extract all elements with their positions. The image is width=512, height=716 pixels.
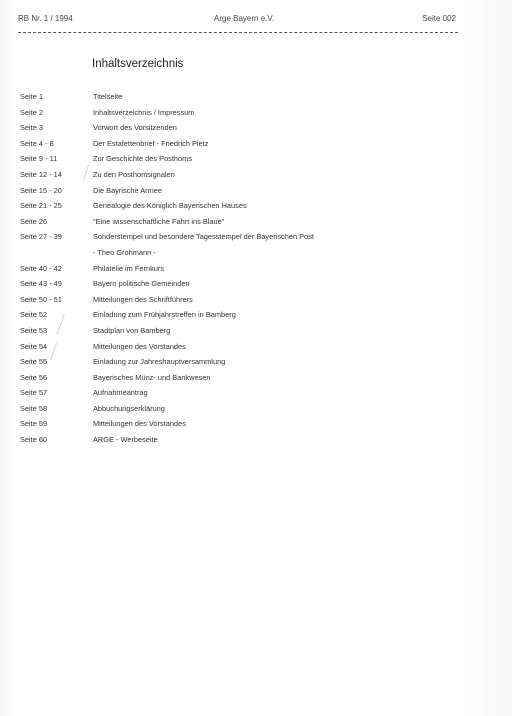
toc-page-reference: Seite 53 [20,325,48,335]
toc-entry-title: Abbuchungserklärung [93,403,165,413]
toc-entry-title: Titelseite [93,92,123,101]
toc-entry-title: "Eine wissenschaftliche Fahrt ins Blaue" [93,216,225,226]
toc-page-reference: Seite 59 [20,419,48,429]
header-page-number: Seite 002 [422,14,456,23]
toc-page-reference: Seite 56 [20,372,48,382]
toc-page-reference: Seite 12 - 14 [20,169,62,179]
toc-page-reference: Seite 2 [20,107,44,117]
toc-entry-title: Einladung zur Jahreshauptversammlung [93,357,226,367]
toc-entry-title: Vorwort des Vorsitzenden [93,123,177,133]
toc-page-reference: Seite 52 [20,310,48,320]
toc-entry-title: ARGE - Werbeseite [93,435,158,445]
toc-page-reference: Seite 40 - 42 [20,263,62,273]
toc-entry [0,217,512,233]
toc-entry [0,404,512,420]
toc-page-reference: Seite 43 - 49 [20,279,62,289]
toc-page-reference: Seite 21 - 25 [20,201,62,211]
toc-entry-title: Inhaltsverzeichnis / Impressum [93,107,195,117]
toc-entry [0,419,512,435]
toc-page-reference: Seite 4 - 8 [20,138,54,148]
toc-entry-title: Mitteilungen des Vorstandes [93,341,186,351]
toc-entry [0,232,512,248]
table-of-contents [0,92,512,451]
toc-entry [0,123,512,139]
toc-page-reference: Seite 1 [20,92,44,101]
toc-entry [0,108,512,124]
toc-entry [0,264,512,280]
toc-entry [0,388,512,404]
toc-entry-title: Zur Geschichte des Posthoms [93,154,192,164]
toc-entry [0,154,512,170]
toc-entry-title: Genealogie des Königlich Bayerischen Hauses [93,201,247,211]
toc-entry [0,170,512,186]
page-title: Inhaltsverzeichnis [92,58,184,70]
toc-entry [0,326,512,342]
toc-entry [0,248,512,264]
toc-entry-title: Der Estafettenbrief - Friedrich Pietz [93,138,209,148]
toc-entry-title: Bayern politische Gemeinden [93,279,190,289]
toc-page-reference: Seite 58 [20,403,48,413]
toc-page-reference: Seite 26 [20,216,48,226]
toc-entry [0,295,512,311]
toc-entry [0,201,512,217]
toc-entry [0,310,512,326]
toc-page-reference: Seite 60 [20,435,48,445]
toc-entry-title: Aufnahmeantrag [93,388,148,398]
toc-entry-title: Stadtplan von Bamberg [93,325,171,335]
page-header [18,14,456,26]
toc-page-reference: Seite 50 - 51 [20,294,62,304]
toc-page-reference: Seite 9 - 11 [20,154,58,164]
toc-page-reference: Seite 55 [20,357,48,367]
toc-entry [0,342,512,358]
toc-page-reference: Seite 27 - 39 [20,232,62,242]
toc-entry-title: Mitteilungen des Schriftführers [93,294,193,304]
toc-page-reference: Seite 57 [20,388,48,398]
toc-entry-title: Philatelie im Fernkurs [93,263,165,273]
header-issue-number: RB Nr. 1 / 1994 [18,14,73,23]
header-organization: Arge Bayern e.V. [214,14,275,23]
toc-entry-title: Zu den Posthomsignalen [93,169,175,179]
toc-entry-title: - Theo Grohmann - [93,247,156,257]
toc-entry [0,435,512,451]
toc-entry [0,279,512,295]
toc-entry [0,357,512,373]
toc-page-reference: Seite 3 [20,123,44,133]
toc-page-reference: Seite 54 [20,341,48,351]
toc-entry-title: Mitteilungen des Vorstandes [93,419,186,429]
toc-entry [0,139,512,155]
toc-entry-title: Die Bayrische Armee [93,185,163,195]
toc-entry [0,92,512,108]
header-divider [18,32,458,33]
toc-entry [0,186,512,202]
toc-entry-title: Sonderstempel und besondere Tagesstempel der Bayerischen Post [93,232,314,242]
toc-entry [0,373,512,389]
toc-entry-title: Einladung zum Frühjahrstreffen in Bamberg [93,310,236,320]
toc-entry-title: Bayerisches Münz- und Bankwesen [93,372,211,382]
toc-page-reference: Seite 15 - 20 [20,185,62,195]
